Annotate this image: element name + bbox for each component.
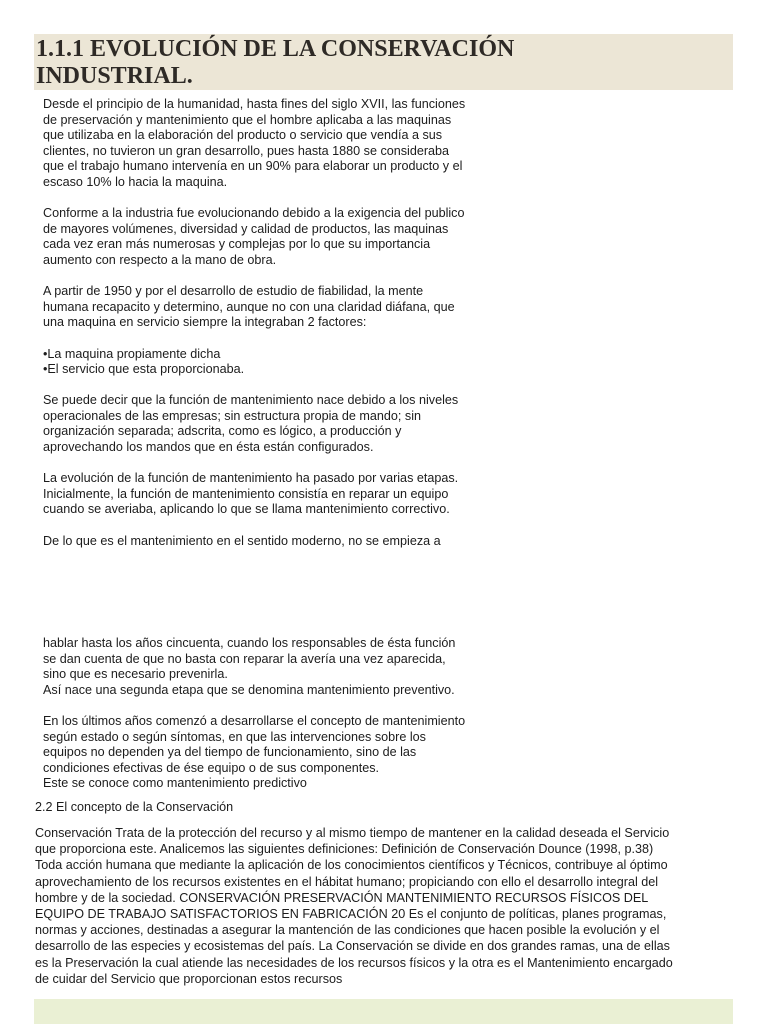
heading-band <box>34 34 733 90</box>
paragraph: Desde el principio de la humanidad, hasta fines del siglo XVII, las funciones de preservación y mantenimiento que el hombre aplicaba a las maquinas que utilizaba en la elaboración del producto o servicio que vendía a sus clientes, no tuvieron un gran desarrollo, pues hasta 1880 se consideraba que el trabajo humano intervenía en un 90% para elaborar un producto y el escaso 10% lo hacia la maquina. <box>43 97 466 189</box>
paragraph: A partir de 1950 y por el desarrollo de estudio de fiabilidad, la mente humana recapacito y determino, aunque no con una claridad diáfana, que una maquina en servicio siempre la integraban 2 factores: <box>43 284 455 330</box>
paragraph: La evolución de la función de mantenimiento ha pasado por varias etapas. Inicialmente, la función de mantenimiento consistía en reparar un equipo cuando se averiaba, aplicando lo que se llama mantenimiento correctivo. <box>43 471 459 517</box>
paragraph: Se puede decir que la función de mantenimiento nace debido a los niveles operacionales de las empresas; sin estructura propia de mando; sin organización separada; adscrita, como es lógico, a producción y aprovechando los mandos que en ésta están configurados. <box>43 393 459 455</box>
page-heading <box>34 34 733 90</box>
document-body-page-2 <box>43 636 513 792</box>
document-body-page-1 <box>43 97 513 549</box>
paragraph: De lo que es el mantenimiento en el sentido moderno, no se empieza a <box>43 533 441 548</box>
section-paragraph: Conservación Trata de la protección del recurso y al mismo tiempo de mantener en la calidad deseada el Servicio que proporciona este. Analicemos las siguientes definiciones: Definición de Conservación Dounce (1998, p.38) Toda acción humana que mediante la aplicación de los conocimientos científicos y Técnicos, contribuye al óptimo aprovechamiento de los recursos existentes en el hábitat humano; propiciando con ello el desarrollo integral del hombre y de la sociedad. CONSERVACIÓN PRESERVACIÓN MANTENIMIENTO RECURSOS FÍSICOS DEL EQUIPO DE TRABAJO SATISFACTORIOS EN FABRICACIÓN 20 Es el conjunto de políticas, planes programas, normas y acciones, destinadas a asegurar la mantención de las condiciones que hacen posible la evolución y el desarrollo de las especies y ecosistemas del país. La Conservación se divide en dos grandes ramas, una de ellas es la Preservación la cual atiende las necesidades de los recursos físicos y la otra es el Mantenimiento encargado de cuidar del Servicio que proporcionan estos recursos <box>35 826 673 986</box>
paragraph: En los últimos años comenzó a desarrollarse el concepto de mantenimiento según estado o según síntomas, en que las intervenciones sobre los equipos no dependen ya del tiempo de funcionamiento, sino de las condiciones efectivas de ése equipo o de sus componentes. Este se conoce como mantenimiento predictivo <box>43 713 466 791</box>
bottom-band <box>34 999 733 1024</box>
paragraph: Conforme a la industria fue evolucionando debido a la exigencia del publico de mayores volúmenes, diversidad y calidad de productos, las maquinas cada vez eran más numerosas y complejas por lo que su importancia aumento con respecto a la mano de obra. <box>43 206 465 267</box>
heading-line-2: INDUSTRIAL. <box>36 63 193 89</box>
heading-line-1: 1.1.1 EVOLUCIÓN DE LA CONSERVACIÓN <box>36 36 515 62</box>
bullet-list: •La maquina propiamente dicha •El servicio que esta proporcionaba. <box>43 346 245 377</box>
section-title: 2.2 El concepto de la Conservación <box>35 800 234 814</box>
paragraph: hablar hasta los años cincuenta, cuando los responsables de ésta función se dan cuenta de que no basta con reparar la avería una vez aparecida, sino que es necesario prevenirla. Así nace una segunda etapa que se denomina mantenimiento preventivo. <box>43 636 456 697</box>
